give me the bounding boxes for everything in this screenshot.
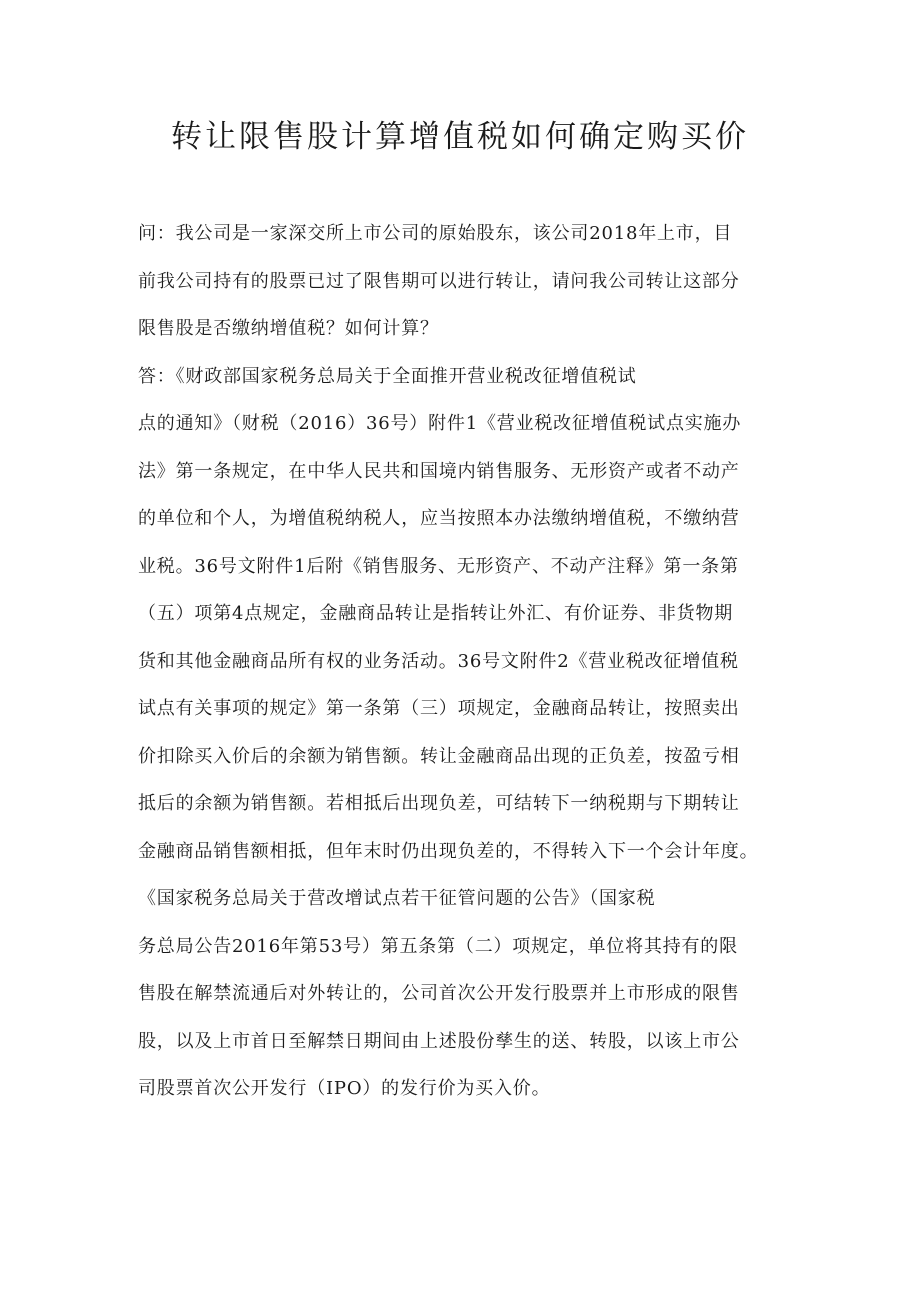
body-line: 《国家税务总局关于营改增试点若干征管问题的公告》（国家税 bbox=[138, 888, 656, 909]
body-line: 货和其他金融商品所有权的业务活动。36号文附件2《营业税改征增值税 bbox=[138, 650, 739, 672]
body-line: 金融商品销售额相抵，但年末时仍出现负差的，不得转入下一个会计年度。 bbox=[138, 840, 759, 862]
body-line: 股，以及上市首日至解禁日期间由上述股份孳生的送、转股，以该上市公 bbox=[138, 1030, 740, 1052]
body-line: 价扣除买入价后的余额为销售额。转让金融商品出现的正负差，按盈亏相 bbox=[138, 745, 740, 767]
body-line: 前我公司持有的股票已过了限售期可以进行转让，请问我公司转让这部分 bbox=[138, 270, 740, 292]
body-line: 点的通知》（财税（2016）36号）附件1《营业税改征增值税试点实施办 bbox=[138, 413, 742, 434]
body-line: （五）项第4点规定，金融商品转让是指转让外汇、有价证券、非货物期 bbox=[138, 603, 734, 624]
body-line: 司股票首次公开发行（IPO）的发行价为买入价。 bbox=[138, 1078, 551, 1099]
body-line: 问：我公司是一家深交所上市公司的原始股东，该公司2018年上市，目 bbox=[138, 223, 733, 244]
body-line: 限售股是否缴纳增值税？如何计算？ bbox=[138, 318, 439, 339]
document-body bbox=[138, 210, 818, 1113]
body-line: 抵后的余额为销售额。若相抵后出现负差，可结转下一纳税期与下期转让 bbox=[138, 793, 740, 814]
body-line: 法》第一条规定，在中华人民共和国境内销售服务、无形资产或者不动产 bbox=[138, 460, 740, 482]
body-line: 的单位和个人，为增值税纳税人，应当按照本办法缴纳增值税，不缴纳营 bbox=[138, 508, 740, 529]
body-line: 售股在解禁流通后对外转让的，公司首次公开发行股票并上市形成的限售 bbox=[138, 983, 740, 1004]
document-title: 转让限售股计算增值税如何确定购买价 bbox=[171, 119, 749, 155]
body-line: 答：《财政部国家税务总局关于全面推开营业税改征增值税试 bbox=[138, 365, 637, 387]
body-line: 业税。36号文附件1后附《销售服务、无形资产、不动产注释》第一条第 bbox=[138, 555, 739, 577]
body-line: 试点有关事项的规定》第一条第（三）项规定，金融商品转让，按照卖出 bbox=[138, 698, 740, 719]
body-line: 务总局公告2016年第53号）第五条第（二）项规定，单位将其持有的限 bbox=[138, 935, 738, 957]
